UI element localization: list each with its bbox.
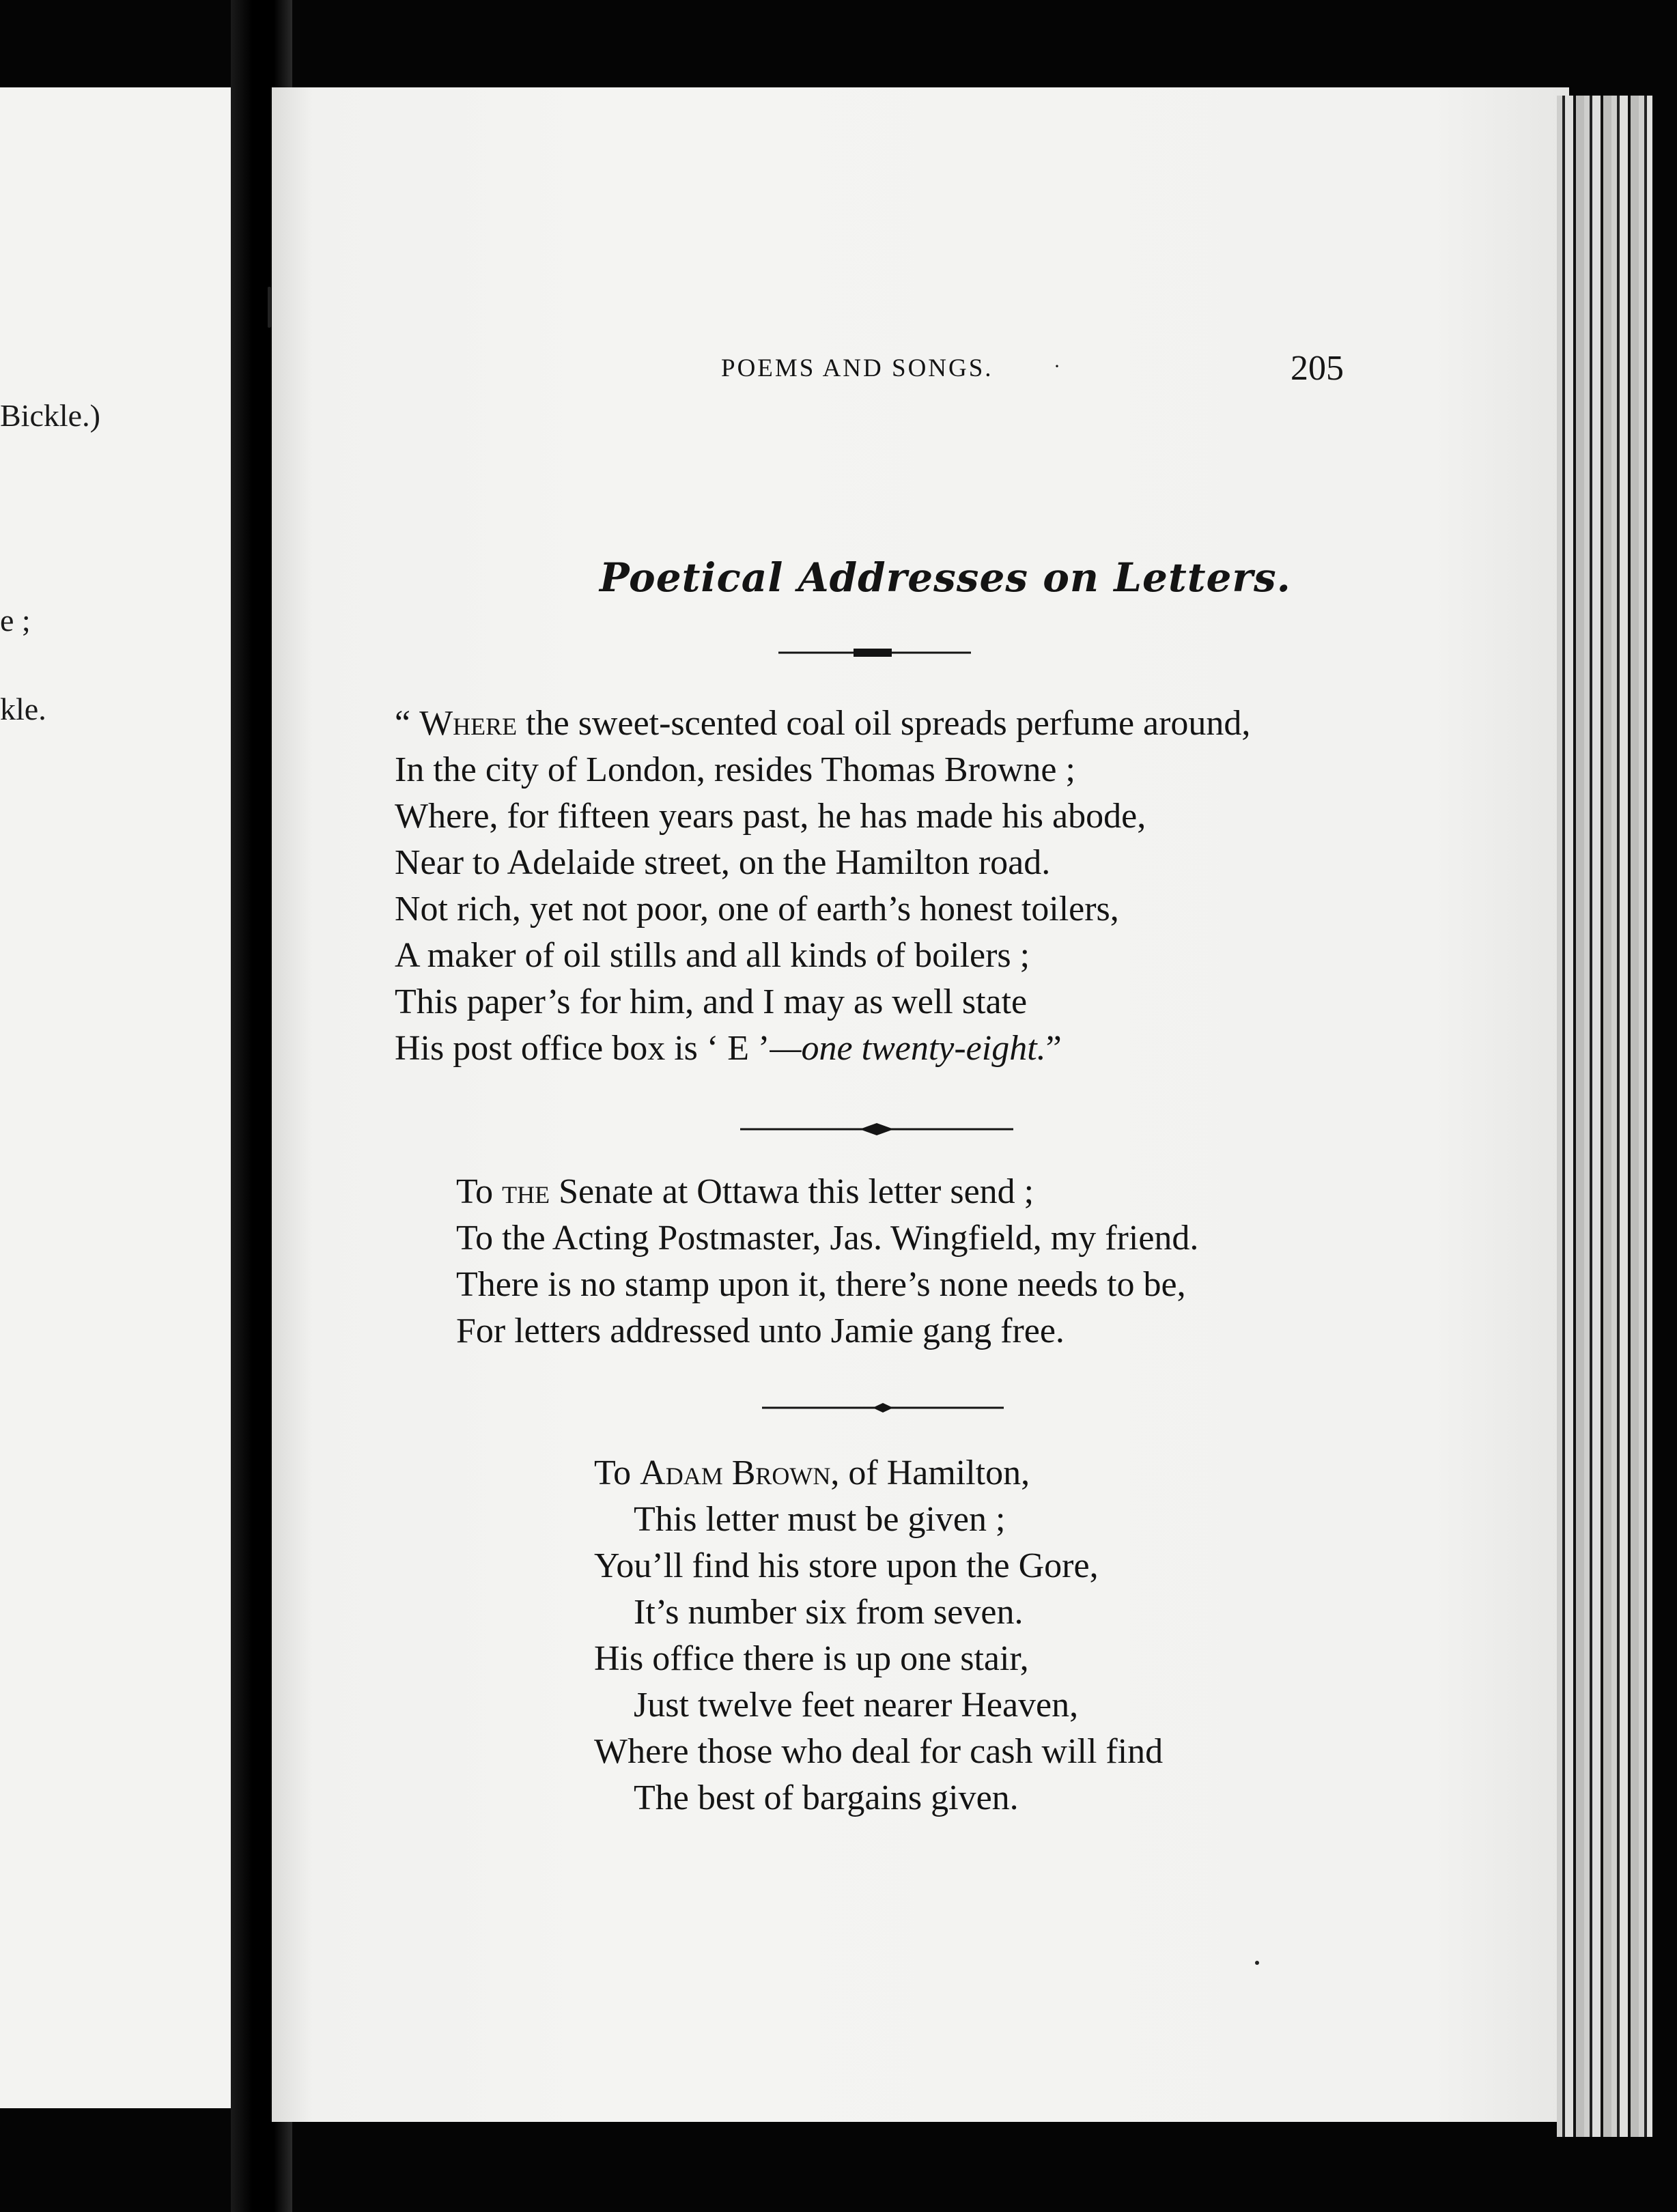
poem-two: [456, 1169, 1198, 1355]
left-page-fragment: kle.: [0, 692, 46, 726]
stray-mark: ·: [1054, 355, 1060, 378]
verse-text: In the city of London, resides Thomas Browne ;: [395, 750, 1075, 789]
verse-line: [594, 1682, 1163, 1729]
left-page-fragment: e ;: [0, 603, 31, 638]
verse-text: Not rich, yet not poor, one of earth’s honest toilers,: [395, 890, 1119, 928]
verse-text: To: [594, 1454, 640, 1492]
verse-text: His post office box is ‘ E ’: [395, 1029, 770, 1068]
running-title: POEMS AND SONGS.: [721, 354, 993, 382]
verse-text: For letters addressed unto Jamie gang free.: [456, 1311, 1065, 1350]
verse-text: To the Acting Postmaster, Jas. Wingfield, my friend.: [456, 1219, 1199, 1258]
verse-text: It’s number six from seven.: [634, 1593, 1024, 1632]
verse-text: the sweet-scented coal oil spreads perfume around,: [517, 704, 1251, 743]
verse-line: [395, 1025, 1250, 1072]
verse-text: A maker of oil stills and all kinds of boilers ;: [395, 936, 1030, 975]
verse-line: [594, 1775, 1163, 1821]
verse-text: This paper’s for him, and I may as well state: [395, 982, 1028, 1021]
scan-speck: [268, 287, 271, 328]
verse-line: [456, 1262, 1198, 1308]
verse-line: [594, 1729, 1163, 1775]
page-number: 205: [1291, 349, 1344, 388]
verse-text: Where those who deal for cash will find: [594, 1732, 1164, 1771]
verse-line: [594, 1636, 1163, 1682]
verse-line: [395, 793, 1250, 840]
poem-title: Poetical Addresses on Letters.: [600, 554, 1291, 601]
page-edges: [1557, 96, 1652, 2137]
section-divider: [762, 1400, 1004, 1416]
verse-text: Just twelve feet nearer Heaven,: [634, 1686, 1079, 1725]
verse-text: Where, for fifteen years past, he has made his abode,: [395, 797, 1146, 836]
verse-text: This letter must be given ;: [634, 1500, 1006, 1539]
verse-text: To: [456, 1172, 503, 1211]
left-page-fragment: Bickle.): [0, 398, 100, 433]
verse-text: Near to Adelaide street, on the Hamilton road.: [395, 843, 1051, 882]
verse-line: [456, 1215, 1198, 1262]
verse-line: [456, 1308, 1198, 1355]
title-ornament: [778, 644, 971, 661]
verse-text: You’ll find his store upon the Gore,: [594, 1546, 1099, 1585]
verse-line: [456, 1169, 1198, 1215]
verse-text: The best of bargains given.: [634, 1778, 1019, 1817]
verse-line: [594, 1497, 1163, 1543]
verse-line: [395, 933, 1250, 979]
verse-text: There is no stamp upon it, there’s none needs to be,: [456, 1265, 1186, 1304]
verse-line: [594, 1450, 1163, 1497]
verse-text: “: [395, 704, 420, 743]
left-facing-page: [0, 87, 231, 2108]
verse-line: [594, 1543, 1163, 1589]
verse-line: [395, 840, 1250, 886]
verse-line: [395, 700, 1250, 747]
verse-text: , of Hamilton,: [830, 1454, 1030, 1492]
verse-text: Adam Brown: [640, 1454, 831, 1492]
verse-text: His office there is up one stair,: [594, 1639, 1029, 1678]
verse-text: Senate at Ottawa this letter send ;: [550, 1172, 1034, 1211]
verse-line: [395, 747, 1250, 793]
verse-line: [594, 1589, 1163, 1636]
verse-line: [395, 886, 1250, 933]
poem-three: [594, 1450, 1163, 1821]
verse-line: [395, 979, 1250, 1025]
verse-text: —one twenty-eight.: [770, 1029, 1046, 1068]
verse-text: the: [502, 1172, 550, 1211]
verse-text: ”: [1045, 1029, 1062, 1068]
verse-text: Where: [419, 704, 518, 743]
poem-one: [395, 700, 1250, 1072]
section-divider: [740, 1120, 1013, 1139]
scan-speck: [1255, 1961, 1259, 1965]
